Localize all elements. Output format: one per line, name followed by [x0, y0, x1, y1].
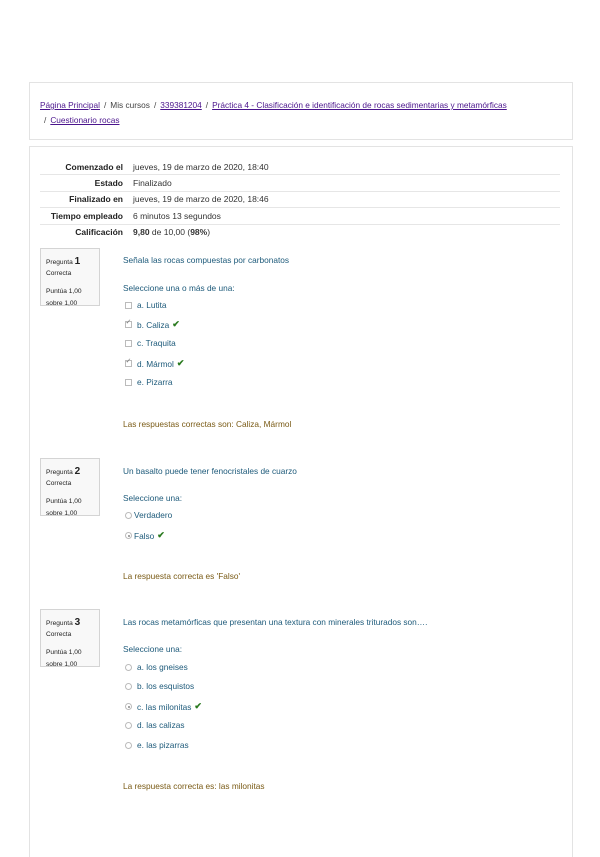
question-prompt: Seleccione una: [123, 644, 183, 654]
answer-option[interactable]: ✓ d. Mármol ✔ [125, 358, 184, 369]
correct-answer-feedback: Las respuestas correctas son: Caliza, Mármol [123, 419, 292, 429]
answer-option[interactable]: Falso ✔ [125, 530, 165, 541]
question-prompt: Seleccione una o más de una: [123, 283, 235, 293]
breadcrumb-home-link[interactable]: Página Principal [40, 100, 100, 110]
correct-answer-feedback: La respuesta correcta es: las milonitas [123, 781, 265, 791]
quiz-review-card [29, 146, 573, 857]
radio[interactable] [125, 722, 132, 729]
question-info-1 [40, 248, 100, 306]
breadcrumb [40, 98, 560, 128]
summary-value: Finalizado [129, 175, 560, 191]
answer-option[interactable]: a. los gneises [125, 662, 188, 672]
answer-option[interactable]: d. las calizas [125, 720, 185, 730]
question-grade: Puntúa 1,00 sobre 1,00 [46, 288, 82, 307]
grade-value [129, 224, 560, 240]
answer-option[interactable]: e. Pizarra [125, 377, 173, 387]
grade-row [40, 224, 560, 240]
grade-score: 9,80 [133, 227, 150, 238]
radio[interactable] [125, 742, 132, 749]
radio-checked[interactable] [125, 532, 132, 539]
question-number: Pregunta 2 [46, 466, 81, 477]
answer-option[interactable]: a. Lutita [125, 300, 167, 310]
summary-value: 6 minutos 13 segundos [129, 208, 560, 224]
question-prompt: Seleccione una: [123, 493, 183, 503]
checkbox-checked[interactable] [125, 321, 132, 328]
attempt-summary-table [40, 159, 560, 240]
summary-label: Comenzado el [65, 161, 123, 172]
answer-option[interactable]: ✓ b. Caliza ✔ [125, 319, 180, 330]
question-state: Correcta [46, 270, 72, 277]
radio-checked[interactable] [125, 703, 132, 710]
breadcrumb-separator: / [205, 100, 209, 110]
check-icon: ✔ [157, 530, 165, 540]
breadcrumb-quiz-link[interactable]: Cuestionario rocas [50, 115, 120, 125]
checkbox[interactable] [125, 302, 132, 309]
check-icon: ✔ [194, 701, 202, 711]
question-info-2 [40, 458, 100, 516]
question-grade: Puntúa 1,00 sobre 1,00 [46, 649, 82, 668]
question-info-3 [40, 609, 100, 667]
summary-value: jueves, 19 de marzo de 2020, 18:46 [129, 191, 560, 207]
grade-out-of: de 10,00 ( [149, 227, 191, 238]
summary-row [40, 191, 560, 207]
summary-label: Estado [40, 175, 129, 191]
breadcrumb-my-courses: Mis cursos [110, 100, 150, 110]
checkbox[interactable] [125, 340, 132, 347]
question-text: Las rocas metamórficas que presentan una textura con minerales triturados son…. [123, 617, 428, 627]
breadcrumb-separator: / [153, 100, 157, 110]
grade-close: ) [207, 227, 211, 238]
check-icon: ✔ [172, 319, 180, 329]
summary-label: Tiempo empleado [40, 208, 129, 224]
answer-option[interactable]: b. los esquistos [125, 681, 194, 691]
question-grade: Puntúa 1,00 sobre 1,00 [46, 498, 82, 517]
breadcrumb-separator: / [44, 115, 47, 125]
question-number: Pregunta 3 [46, 617, 81, 628]
summary-row [40, 208, 560, 224]
breadcrumb-section-link[interactable]: Práctica 4 - Clasificación e identificación de rocas sedimentarias y metamórficas [212, 100, 507, 110]
summary-value: jueves, 19 de marzo de 2020, 18:40 [133, 161, 269, 172]
radio[interactable] [125, 664, 132, 671]
question-text: Un basalto puede tener fenocristales de cuarzo [123, 466, 297, 476]
radio[interactable] [125, 512, 132, 519]
breadcrumb-course-link[interactable]: 339381204 [160, 100, 202, 110]
question-state: Correcta [46, 480, 72, 487]
answer-option[interactable]: e. las pizarras [125, 740, 189, 750]
grade-percent: 98% [190, 227, 208, 238]
grade-label: Calificación [40, 224, 129, 240]
question-text: Señala las rocas compuestas por carbonatos [123, 255, 290, 265]
question-number: Pregunta 1 [46, 256, 81, 267]
answer-option[interactable]: Verdadero [125, 510, 172, 520]
checkbox[interactable] [125, 379, 132, 386]
correct-answer-feedback: La respuesta correcta es 'Falso' [123, 571, 241, 581]
answer-option[interactable]: c. Traquita [125, 338, 176, 348]
answer-option[interactable]: c. las milonitas ✔ [125, 701, 202, 712]
question-state: Correcta [46, 631, 72, 638]
summary-row [40, 175, 560, 191]
radio[interactable] [125, 683, 132, 690]
check-icon: ✔ [176, 358, 185, 368]
breadcrumb-card [29, 82, 573, 140]
summary-label: Finalizado en [40, 191, 129, 207]
breadcrumb-separator: / [103, 100, 107, 110]
summary-row [40, 159, 560, 175]
checkbox-checked[interactable] [125, 360, 132, 367]
